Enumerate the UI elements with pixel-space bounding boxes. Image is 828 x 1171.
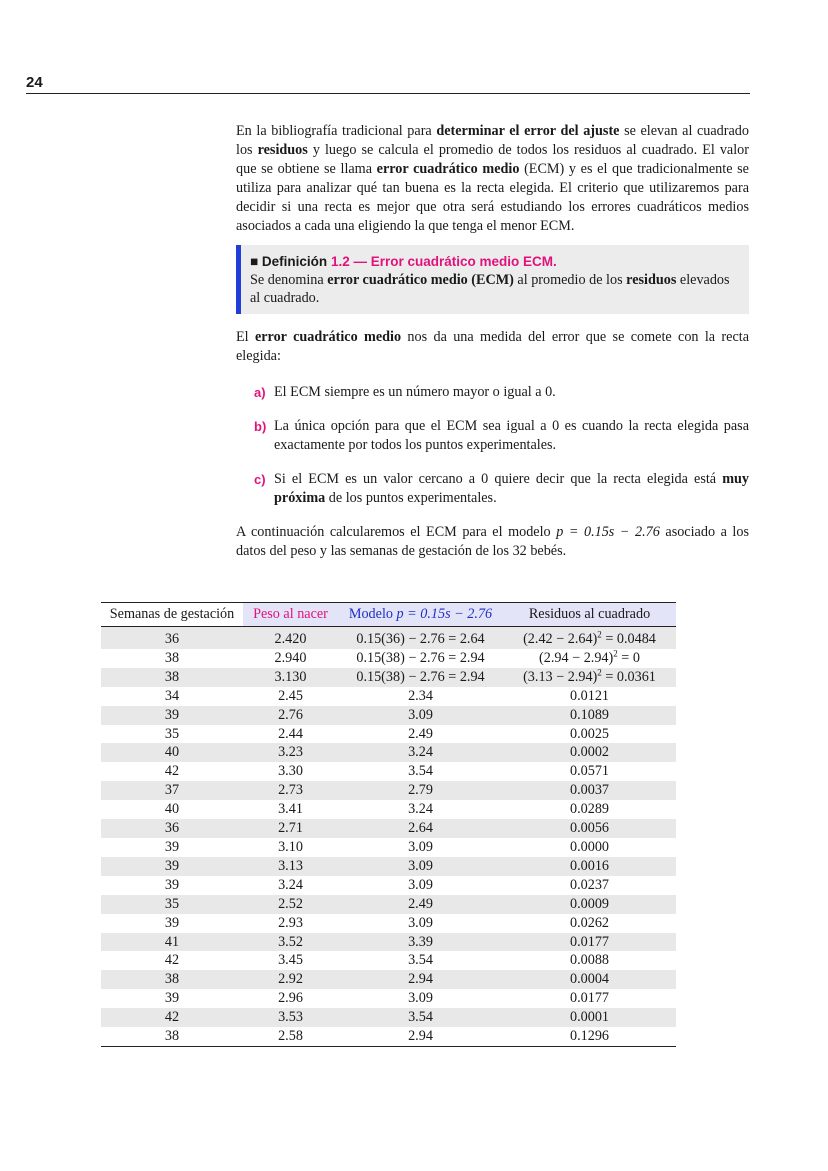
cell-modelo: 3.09 <box>338 838 503 857</box>
cell-peso: 2.71 <box>243 819 338 838</box>
table-row <box>101 762 676 781</box>
cell-residuo: $(3.13 - 2.94)^2 = 0.0361$ <box>503 668 676 687</box>
cell-peso: 2.73 <box>243 781 338 800</box>
cell-semanas: 39 <box>101 706 243 725</box>
cell-semanas: 39 <box>101 838 243 857</box>
header-peso: Peso al nacer <box>243 603 338 627</box>
table-row <box>101 970 676 989</box>
cell-peso: 3.45 <box>243 951 338 970</box>
cell-modelo: 3.54 <box>338 1008 503 1027</box>
cell-residuo: $(2.42 - 2.64)^2 = 0.0484$ <box>503 627 676 649</box>
table-row <box>101 725 676 744</box>
cell-semanas: 37 <box>101 781 243 800</box>
cell-residuo: 0.0088 <box>503 951 676 970</box>
model-formula: p = 0.15s − 2.76 <box>556 524 660 540</box>
cell-residuo: 0.0001 <box>503 1008 676 1027</box>
table-row <box>101 800 676 819</box>
cell-residuo: 0.1089 <box>503 706 676 725</box>
header-modelo: Modelo p = 0.15s − 2.76 <box>338 603 503 627</box>
cell-modelo: 0.15(38) − 2.76 = 2.94 <box>338 668 503 687</box>
cell-modelo: 2.94 <box>338 1027 503 1046</box>
list-item: c) Si el ECM es un valor cercano a 0 quiere decir que la recta elegida está muy próxima de los puntos experimentales. <box>254 471 749 506</box>
cell-modelo: 2.49 <box>338 725 503 744</box>
ecm-paragraph: El error cuadrático medio nos da una medida del error que se comete con la recta elegida: <box>236 329 749 364</box>
list-marker: c) <box>254 472 266 487</box>
table-row <box>101 706 676 725</box>
cell-peso: 3.13 <box>243 857 338 876</box>
cell-residuo: 0.0571 <box>503 762 676 781</box>
table-row <box>101 1008 676 1027</box>
cell-residuo: 0.0016 <box>503 857 676 876</box>
table-row <box>101 876 676 895</box>
cell-peso: 3.24 <box>243 876 338 895</box>
cell-residuo: 0.0004 <box>503 970 676 989</box>
cell-semanas: 39 <box>101 989 243 1008</box>
table-row <box>101 951 676 970</box>
cell-modelo: 2.64 <box>338 819 503 838</box>
list-marker: a) <box>254 385 266 400</box>
cell-modelo: 3.54 <box>338 951 503 970</box>
cell-residuo: 0.0025 <box>503 725 676 744</box>
cell-modelo: 3.24 <box>338 743 503 762</box>
cell-residuo: 0.0262 <box>503 914 676 933</box>
table-row <box>101 668 676 687</box>
page-number: 24 <box>26 74 43 91</box>
cell-peso: 3.30 <box>243 762 338 781</box>
table-row <box>101 857 676 876</box>
cell-residuo: 0.0009 <box>503 895 676 914</box>
properties-list <box>236 383 749 508</box>
cell-semanas: 42 <box>101 1008 243 1027</box>
cell-residuo: 0.1296 <box>503 1027 676 1046</box>
cell-modelo: 0.15(38) − 2.76 = 2.94 <box>338 649 503 668</box>
cell-peso: 3.41 <box>243 800 338 819</box>
cell-residuo: 0.0121 <box>503 687 676 706</box>
definition-heading <box>250 253 743 271</box>
cell-modelo: 3.39 <box>338 933 503 952</box>
cell-residuo: 0.0237 <box>503 876 676 895</box>
outro-paragraph: A continuación calcularemos el ECM para el modelo p = 0.15s − 2.76 asociado a los datos del peso y las semanas de gestación de los 32 bebés. <box>236 524 749 559</box>
cell-modelo: 3.09 <box>338 857 503 876</box>
cell-peso: 3.10 <box>243 838 338 857</box>
list-item: b) La única opción para que el ECM sea igual a 0 es cuando la recta elegida pasa exactamente por todos los puntos experimentales. <box>254 418 749 453</box>
cell-residuo: 0.0289 <box>503 800 676 819</box>
cell-peso: 2.76 <box>243 706 338 725</box>
cell-modelo: 2.34 <box>338 687 503 706</box>
cell-semanas: 39 <box>101 857 243 876</box>
cell-peso: 3.53 <box>243 1008 338 1027</box>
cell-residuo: 0.0037 <box>503 781 676 800</box>
cell-semanas: 35 <box>101 895 243 914</box>
definition-accent-bar <box>236 245 241 314</box>
page-content <box>236 122 749 561</box>
cell-peso: 2.940 <box>243 649 338 668</box>
cell-peso: 2.420 <box>243 627 338 649</box>
cell-modelo: 2.94 <box>338 970 503 989</box>
table-row <box>101 649 676 668</box>
cell-semanas: 39 <box>101 914 243 933</box>
table-row <box>101 838 676 857</box>
cell-modelo: 3.09 <box>338 914 503 933</box>
cell-semanas: 42 <box>101 762 243 781</box>
header-rule <box>26 93 750 94</box>
cell-modelo: 3.09 <box>338 989 503 1008</box>
cell-semanas: 40 <box>101 800 243 819</box>
list-marker: b) <box>254 419 267 434</box>
cell-semanas: 39 <box>101 876 243 895</box>
table-row <box>101 743 676 762</box>
cell-modelo: 0.15(36) − 2.76 = 2.64 <box>338 627 503 649</box>
table-row <box>101 627 676 649</box>
cell-semanas: 36 <box>101 627 243 649</box>
cell-residuo: 0.0177 <box>503 989 676 1008</box>
definition-body: Se denomina error cuadrático medio (ECM) al promedio de los residuos elevados al cuadrado. <box>250 272 730 306</box>
list-item: a) El ECM siempre es un número mayor o igual a 0. <box>254 384 556 400</box>
table-row <box>101 819 676 838</box>
cell-peso: 3.130 <box>243 668 338 687</box>
cell-semanas: 38 <box>101 649 243 668</box>
square-bullet-icon: ■ <box>250 254 259 269</box>
cell-residuo: $(2.94 - 2.94)^2 = 0$ <box>503 649 676 668</box>
cell-peso: 2.52 <box>243 895 338 914</box>
table-header-row <box>101 603 676 627</box>
cell-peso: 3.23 <box>243 743 338 762</box>
table-row <box>101 1027 676 1046</box>
cell-peso: 2.92 <box>243 970 338 989</box>
table-row <box>101 933 676 952</box>
cell-semanas: 38 <box>101 970 243 989</box>
cell-residuo: 0.0056 <box>503 819 676 838</box>
table-row <box>101 687 676 706</box>
definition-label: Definición <box>261 254 328 269</box>
cell-semanas: 41 <box>101 933 243 952</box>
cell-peso: 2.96 <box>243 989 338 1008</box>
cell-modelo: 3.09 <box>338 706 503 725</box>
cell-residuo: 0.0177 <box>503 933 676 952</box>
cell-peso: 3.52 <box>243 933 338 952</box>
cell-peso: 2.93 <box>243 914 338 933</box>
cell-semanas: 34 <box>101 687 243 706</box>
table-row <box>101 895 676 914</box>
cell-semanas: 38 <box>101 1027 243 1046</box>
table-row <box>101 781 676 800</box>
table-row <box>101 914 676 933</box>
table-row <box>101 989 676 1008</box>
cell-peso: 2.45 <box>243 687 338 706</box>
cell-semanas: 38 <box>101 668 243 687</box>
intro-paragraph: En la bibliografía tradicional para determinar el error del ajuste se elevan al cuadrado los residuos y luego se calcula el promedio de todos los residuos al cuadrado. El valor que se obtiene se llama error cuadrático medio (ECM) y es el que tradicionalmente se utiliza para analizar qué tan buena es la recta elegida. El criterio que utilizaremos para decidir si una recta es mejor que otra será estudiando los errores cuadráticos medios asociados a cada una eligiendo la que tenga el menor ECM. <box>236 123 749 234</box>
cell-modelo: 3.54 <box>338 762 503 781</box>
header-semanas: Semanas de gestación <box>101 603 243 627</box>
header-residuos: Residuos al cuadrado <box>503 603 676 627</box>
cell-semanas: 36 <box>101 819 243 838</box>
residuals-table <box>101 602 676 1047</box>
cell-semanas: 42 <box>101 951 243 970</box>
cell-modelo: 2.79 <box>338 781 503 800</box>
cell-peso: 2.44 <box>243 725 338 744</box>
cell-modelo: 3.24 <box>338 800 503 819</box>
definition-box <box>236 245 749 314</box>
cell-residuo: 0.0002 <box>503 743 676 762</box>
cell-semanas: 35 <box>101 725 243 744</box>
table-body <box>101 627 676 1047</box>
cell-semanas: 40 <box>101 743 243 762</box>
cell-residuo: 0.0000 <box>503 838 676 857</box>
definition-title: 1.2 — Error cuadrático medio ECM. <box>330 254 557 269</box>
cell-modelo: 2.49 <box>338 895 503 914</box>
cell-peso: 2.58 <box>243 1027 338 1046</box>
cell-modelo: 3.09 <box>338 876 503 895</box>
